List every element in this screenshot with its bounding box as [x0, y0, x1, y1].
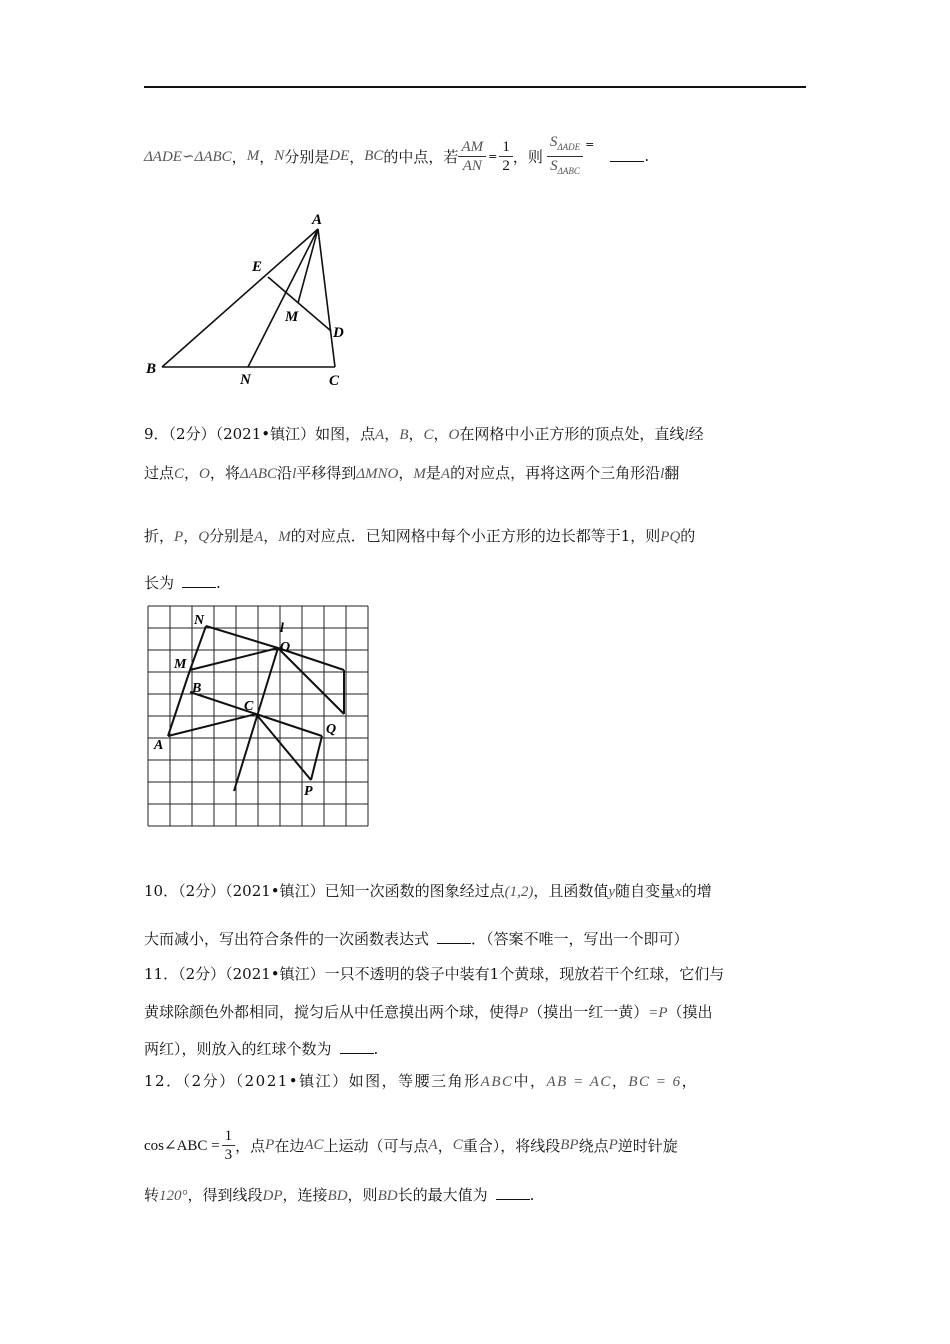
q11-line-1: 11．（2分）（2021•镇江）一只不透明的袋子中装有1个黄球，现放若干个红球，它们与	[144, 965, 725, 983]
triangle-figure	[140, 205, 360, 395]
grid-segments	[168, 626, 344, 791]
q12-fraction-third: $\frac{1}{3}$	[222, 1127, 236, 1164]
label-q: Q	[326, 722, 337, 737]
q12-line-2: cos∠ABC = $\frac{1}{3}$ ，点 P 在边 AC 上运动（可与点 A ， C 重合），将线段 BP 绕点 P 逆时针旋	[144, 1127, 678, 1163]
label-c: C	[329, 373, 340, 389]
q8-fraction-area: $\frac{S_{\Delta ADE}}{S_{\Delta ABC}}$	[547, 133, 583, 180]
label-l: l	[280, 621, 284, 636]
label-e: E	[252, 259, 263, 275]
cos-expression: cos∠ABC =	[144, 1137, 220, 1154]
segment-an	[248, 229, 318, 367]
q8-answer-blank[interactable]	[610, 151, 644, 162]
segment-am	[298, 229, 318, 303]
segment-ab	[162, 229, 318, 367]
label-n: N	[240, 372, 251, 388]
label-d: D	[333, 325, 344, 341]
q9-line-3: 折，P，Q分别是A，M的对应点．已知网格中每个小正方形的边长都等于1，则PQ的	[144, 527, 696, 545]
q12-line-3: 转120°，得到线段DP，连接BD，则BD长的最大值为 .	[144, 1186, 535, 1204]
label-a: A	[154, 738, 164, 753]
q12-answer-blank[interactable]	[496, 1189, 530, 1200]
q8-similar: ΔADE∽ΔABC	[144, 148, 232, 165]
q10-answer-blank[interactable]	[437, 933, 471, 944]
label-b: B	[146, 361, 157, 377]
label-n: N	[194, 613, 205, 628]
q9-line-1: 9．（2分）（2021•镇江）如图，点A，B，C，O在网格中小正方形的顶点处，直线l经	[144, 425, 704, 443]
q10-line-2: 大而减小，写出符合条件的一次函数表达式 ．（答案不唯一，写出一个即可）	[144, 930, 689, 948]
label-c: C	[244, 699, 254, 714]
q8-line: ΔADE∽ΔABC ， M ， N 分别是 DE ， BC 的中点，若 $\frac{AM}{AN}$ = $\frac{1}{2}$ ，则 $\frac{S_{\Delta ADE}}{S_{\Delta ABC}}$ = .	[144, 132, 649, 180]
q9-line-2: 过点C，O，将ΔABC沿l平移得到ΔMNO，M是A的对应点，再将这两个三角形沿l翻	[144, 464, 680, 482]
q11-line-2: 黄球除颜色外都相同，搅匀后从中任意摸出两个球，使得P（摸出一红一黄）=P（摸出	[144, 1003, 713, 1021]
q8-fraction-am-an: $\frac{AM}{AN}$	[458, 138, 486, 175]
header-rule	[144, 86, 806, 88]
label-p: P	[304, 784, 313, 799]
label-m: M	[174, 657, 187, 672]
label-o: O	[280, 640, 291, 655]
grid-figure	[146, 604, 370, 828]
segment-ac	[318, 229, 335, 367]
q11-line-3: 两红），则放入的红球个数为 .	[144, 1040, 379, 1058]
q9-answer-blank[interactable]	[182, 577, 216, 588]
q10-line-1: 10．（2分）（2021•镇江）已知一次函数的图象经过点(1,2)，且函数值y随自变量x的增	[144, 882, 712, 900]
q9-line-4: 长为 .	[144, 574, 221, 592]
label-b: B	[192, 681, 202, 696]
q11-answer-blank[interactable]	[340, 1043, 374, 1054]
label-a: A	[312, 212, 323, 228]
label-m: M	[285, 309, 299, 325]
q12-line-1: 12．（2分）（2021•镇江）如图，等腰三角形ABC中，AB = AC，BC = 6，	[144, 1072, 699, 1090]
q8-fraction-half: $\frac{1}{2}$	[499, 138, 513, 175]
segment-ed	[268, 277, 331, 331]
